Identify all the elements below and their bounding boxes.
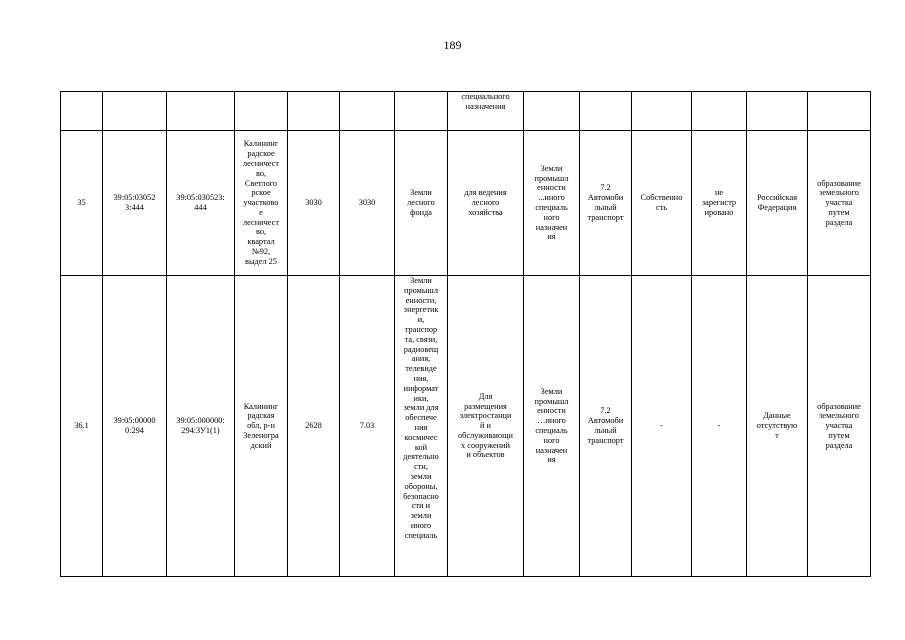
- cell-permitted-use: Для размещения электростанци й и обслуживающи х сооружений и объектов: [448, 276, 524, 577]
- cell-use-code: 7.2 Автомоби льный транспорт: [580, 131, 632, 276]
- cell-area: 2628: [288, 276, 340, 577]
- cell-area: 3030: [340, 131, 395, 276]
- cell-cadastral-number: 39:05:03052 3:444: [103, 131, 167, 276]
- cell-continuation: [235, 92, 288, 131]
- cell-num: 36.1: [61, 276, 103, 577]
- table-row: [61, 276, 871, 577]
- cell-num: 35: [61, 131, 103, 276]
- cell-continuation: [288, 92, 340, 131]
- cell-registration: не зарегистр ировано: [692, 131, 747, 276]
- cell-continuation: [747, 92, 808, 131]
- continuation-row: [61, 92, 871, 131]
- cell-continuation: [103, 92, 167, 131]
- cell-address: Калининг радская обл, р-н Зеленогра дский: [235, 276, 288, 577]
- cell-continuation: [524, 92, 580, 131]
- cell-land-category-new: Земли промышл енности …иного специаль ного назначен ия: [524, 276, 580, 577]
- cell-continuation: [340, 92, 395, 131]
- cell-continuation: [692, 92, 747, 131]
- land-register-table: [60, 91, 871, 577]
- cell-owner: Российская Федерация: [747, 131, 808, 276]
- cell-right-type: -: [632, 276, 692, 577]
- cell-continuation: [580, 92, 632, 131]
- cell-land-category-new: Земли промышл енности ...иного специаль ного назначен ия: [524, 131, 580, 276]
- cell-area: 7.03: [340, 276, 395, 577]
- cell-continuation: [395, 92, 448, 131]
- cell-parcel-id: 39:05:000000: 294:ЗУ1(1): [167, 276, 235, 577]
- cell-action: образование земельного участка путем раздела: [808, 276, 871, 577]
- table-row: [61, 131, 871, 276]
- cell-continuation: [632, 92, 692, 131]
- cell-continuation: [61, 92, 103, 131]
- cell-permitted-use: для ведения лесного хозяйства: [448, 131, 524, 276]
- cell-area: 3030: [288, 131, 340, 276]
- cell-continuation: [808, 92, 871, 131]
- cell-continuation: [167, 92, 235, 131]
- cell-action: образование земельного участка путем раздела: [808, 131, 871, 276]
- cell-parcel-id: 39:05:030523: 444: [167, 131, 235, 276]
- cell-address: Калининг радское лесничест во, Светлого рское участково е лесничест во, квартал №92, выдел 25: [235, 131, 288, 276]
- cell-registration: -: [692, 276, 747, 577]
- cell-right-type: Собственно сть: [632, 131, 692, 276]
- cell-continuation: специального назначения: [448, 92, 524, 131]
- cell-owner: Данные отсутствую т: [747, 276, 808, 577]
- cell-cadastral-number: 39:05:00000 0:294: [103, 276, 167, 577]
- cell-use-code: 7.2 Автомоби льный транспорт: [580, 276, 632, 577]
- cell-land-category-current: Земли промышл енности, энергетик и, транспор та, связи, радиовещ ания, телевиде ния, информат ики, земли для обеспече ния космичес кой деятельно сти, земли обороны, безопасно сти и земли иного специаль: [395, 276, 448, 577]
- cell-land-category-current: Земли лесного фонда: [395, 131, 448, 276]
- page-number: 189: [443, 38, 462, 52]
